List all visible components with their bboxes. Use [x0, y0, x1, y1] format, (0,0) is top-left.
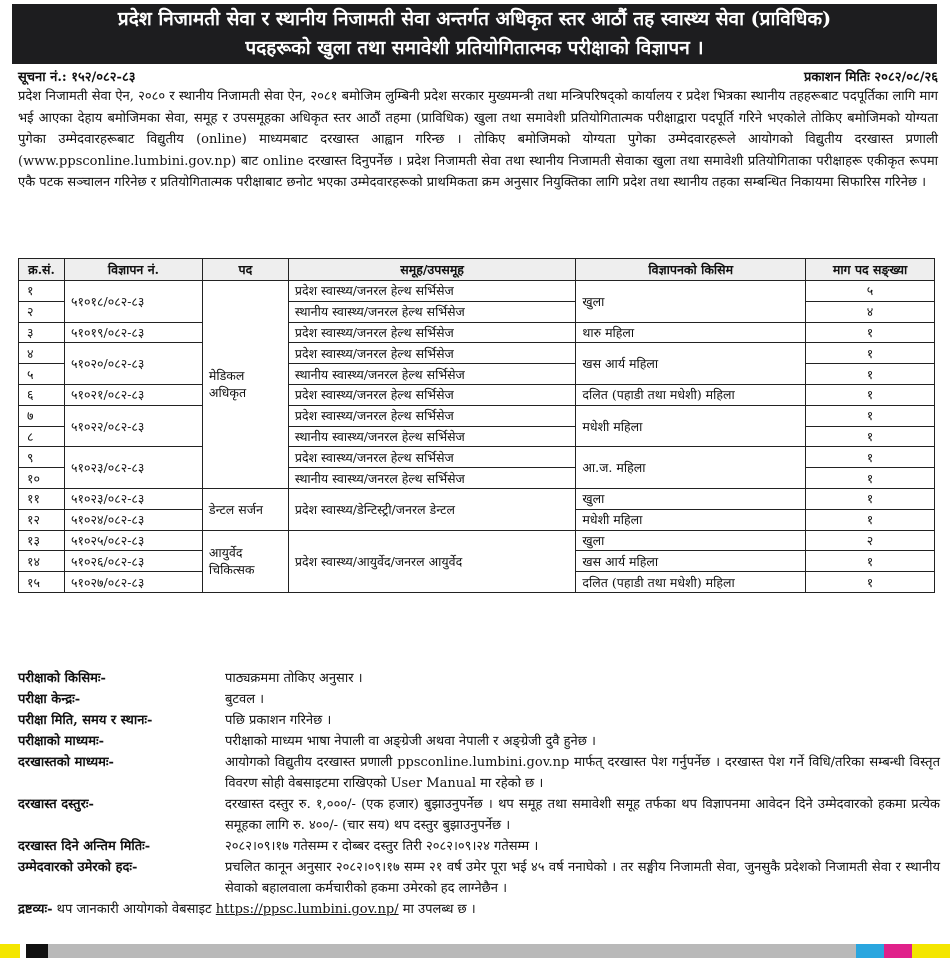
count-cell: १: [806, 426, 935, 447]
group-cell: स्थानीय स्वास्थ्य/जनरल हेल्थ सर्भिसेज: [288, 364, 576, 385]
bar-cyan-swatch: [856, 944, 884, 958]
publish-date-label: प्रकाशन मितिः: [804, 70, 870, 85]
detail-row: [18, 731, 940, 752]
detail-row: [18, 857, 940, 899]
detail-value: दरखास्त दस्तुर रु. १,०००/- (एक हजार) बुझाउनुपर्नेछ । थप समूह तथा समावेशी समूह तर्फका थप विज्ञापनमा आवेदन दिने उम्मेदवारको हकमा प्रत्येक समूहका लागि रु. ४००/- (चार सय) थप दस्तुर बुझाउनुपर्नेछ ।: [225, 797, 940, 833]
detail-label: दरखास्तको माध्यमः-: [18, 755, 114, 770]
count-cell: १: [806, 343, 935, 364]
ad-no-cell: ५१०२१/०८२-८३: [64, 384, 202, 405]
count-cell: १: [806, 384, 935, 405]
publish-date: २०८२/०८/२६: [874, 70, 938, 85]
notice-label: सूचना नं.:: [18, 70, 67, 85]
title-line-2: पदहरूको खुला तथा समावेशी प्रतियोगितात्मक परीक्षाको विज्ञापन ।: [245, 37, 704, 59]
detail-row: [18, 794, 940, 836]
ad-no-cell: ५१०१९/०८२-८३: [64, 322, 202, 343]
post-cell: मेडिकल अधिकृत: [202, 281, 288, 489]
serial-cell: १०: [19, 468, 65, 489]
detail-value: पाठ्यक्रममा तोकिए अनुसार ।: [225, 671, 363, 686]
intro-paragraph: प्रदेश निजामती सेवा ऐन, २०८० र स्थानीय निजामती सेवा ऐन, २०८१ बमोजिम लुम्बिनी प्रदेश सरकार मुख्यमन्त्री तथा मन्त्रिपरिषद्को कार्यालय र प्रदेश भित्रका स्थानीय तहहरूबाट पदपूर्तिका लागि माग भई आएका देहाय बमोजिमका सेवा, समूह र उपसमूहका अधिकृत स्तर आठौं तहमा (प्राविधिक) खुला तथा समावेशी प्रतियोगितात्मक परीक्षाद्वारा पदपूर्ति गरिने भएकोले तोकिए बमोजिमको योग्यता पुगेका उम्मेदवारहरूबाट विद्युतीय (online) माध्यमबाट दरखास्त आह्वान गरिन्छ । तोकिए बमोजिमको योग्यता पुगेका उम्मेदवारहरूले आयोगको विद्युतीय दरखास्त प्रणाली (www.ppsconline.lumbini.gov.np) बाट online दरखास्त दिनुपर्नेछ । प्रदेश निजामती सेवा तथा स्थानीय निजामती सेवाका खुला तथा समावेशी प्रतियोगिताका परीक्षाहरू एकीकृत रूपमा एकै पटक सञ्चालन गरिनेछ र प्रतियोगितात्मक परीक्षाबाट छनोट भएका उम्मेदवारहरूको प्राथमिकता क्रम अनुसार नियुक्तिका लागि प्रदेश तथा स्थानीय तहका सम्बन्धित निकायमा सिफारिस गरिनेछ ।: [18, 89, 938, 191]
count-cell: १: [806, 405, 935, 426]
ad-type-cell: खस आर्य महिला: [576, 551, 806, 572]
detail-value: बुटवल ।: [225, 692, 265, 707]
group-cell: स्थानीय स्वास्थ्य/जनरल हेल्थ सर्भिसेज: [288, 426, 576, 447]
header-ad-no: विज्ञापन नं.: [64, 259, 202, 281]
post-cell: डेन्टल सर्जन: [202, 488, 288, 530]
notice-number: १५२/०८२-८३: [71, 70, 136, 85]
post-cell: आयुर्वेद चिकित्सक: [202, 530, 288, 592]
serial-cell: ९: [19, 447, 65, 468]
detail-row: [18, 689, 940, 710]
ad-no-cell: ५१०२०/०८२-८३: [64, 343, 202, 385]
footer-note: [18, 899, 940, 920]
serial-cell: ३: [19, 322, 65, 343]
exam-details: [18, 668, 940, 920]
group-cell: प्रदेश स्वास्थ्य/जनरल हेल्थ सर्भिसेज: [288, 447, 576, 468]
header-serial: क्र.सं.: [19, 259, 65, 281]
table-row: [19, 281, 935, 302]
detail-value: प्रचलित कानून अनुसार २०८२।०९।१७ सम्म २१ वर्ष उमेर पूरा भई ४५ वर्ष ननाघेको । तर सङ्घीय निजामती सेवा, जुनसुकै प्रदेशको निजामती सेवा र स्थानीय सेवाको बहालवाला कर्मचारीको हकमा उमेरको हद लाग्नेछैन ।: [225, 860, 940, 896]
ad-type-cell: मधेशी महिला: [576, 405, 806, 447]
serial-cell: ४: [19, 343, 65, 364]
header-count: माग पद सङ्ख्या: [806, 259, 935, 281]
ad-type-cell: खुला: [576, 530, 806, 551]
ad-no-cell: ५१०२७/०८२-८३: [64, 572, 202, 593]
header-group: समूह/उपसमूह: [288, 259, 576, 281]
serial-cell: १२: [19, 509, 65, 530]
group-cell: प्रदेश स्वास्थ्य/डेन्टिस्ट्री/जनरल डेन्टल: [288, 488, 576, 530]
ad-no-cell: ५१०२३/०८२-८३: [64, 488, 202, 509]
serial-cell: ६: [19, 384, 65, 405]
count-cell: १: [806, 447, 935, 468]
ad-type-cell: दलित (पहाडी तथा मधेशी) महिला: [576, 384, 806, 405]
notice-meta: [18, 67, 938, 85]
detail-row: [18, 668, 940, 689]
ad-type-cell: मधेशी महिला: [576, 509, 806, 530]
table-header-row: [19, 259, 935, 281]
table-row: [19, 322, 935, 343]
detail-label: दरखास्त दिने अन्तिम मितिः-: [18, 839, 151, 854]
group-cell: प्रदेश स्वास्थ्य/आयुर्वेद/जनरल आयुर्वेद: [288, 530, 576, 592]
ad-no-cell: ५१०२६/०८२-८३: [64, 551, 202, 572]
detail-label: परीक्षा केन्द्रः-: [18, 692, 81, 707]
count-cell: १: [806, 572, 935, 593]
group-cell: स्थानीय स्वास्थ्य/जनरल हेल्थ सर्भिसेज: [288, 301, 576, 322]
header-ad-type: विज्ञापनको किसिम: [576, 259, 806, 281]
count-cell: १: [806, 322, 935, 343]
vacancy-table: [18, 258, 935, 593]
count-cell: १: [806, 551, 935, 572]
table-row: [19, 488, 935, 509]
ad-no-cell: ५१०२३/०८२-८३: [64, 447, 202, 489]
serial-cell: २: [19, 301, 65, 322]
table-row: [19, 343, 935, 364]
serial-cell: १४: [19, 551, 65, 572]
group-cell: प्रदेश स्वास्थ्य/जनरल हेल्थ सर्भिसेज: [288, 405, 576, 426]
group-cell: स्थानीय स्वास्थ्य/जनरल हेल्थ सर्भिसेज: [288, 468, 576, 489]
count-cell: ४: [806, 301, 935, 322]
footer-suffix: मा उपलब्ध छ ।: [402, 902, 476, 917]
detail-label: परीक्षाको माध्यमः-: [18, 734, 104, 749]
count-cell: ५: [806, 281, 935, 302]
detail-value: २०८२।०९।१७ गतेसम्म र दोब्बर दस्तुर तिरी २०८२।०९।२४ गतेसम्म ।: [225, 839, 539, 854]
table-row: [19, 530, 935, 551]
serial-cell: १: [19, 281, 65, 302]
ad-type-cell: खस आर्य महिला: [576, 343, 806, 385]
count-cell: १: [806, 509, 935, 530]
serial-cell: ११: [19, 488, 65, 509]
count-cell: १: [806, 488, 935, 509]
table-row: [19, 405, 935, 426]
bar-magenta-swatch: [884, 944, 912, 958]
color-bar: [0, 944, 950, 958]
detail-value: पछि प्रकाशन गरिनेछ ।: [225, 713, 332, 728]
title-line-1: प्रदेश निजामती सेवा र स्थानीय निजामती सेवा अन्तर्गत अधिकृत स्तर आठौं तह स्वास्थ्य सेवा (प्राविधिक): [117, 8, 832, 30]
ad-type-cell: आ.ज. महिला: [576, 447, 806, 489]
group-cell: प्रदेश स्वास्थ्य/जनरल हेल्थ सर्भिसेज: [288, 322, 576, 343]
serial-cell: १३: [19, 530, 65, 551]
serial-cell: ५: [19, 364, 65, 385]
serial-cell: ८: [19, 426, 65, 447]
detail-label: उम्मेदवारको उमेरको हदः-: [18, 860, 138, 875]
bar-gray: [48, 944, 856, 958]
ad-type-cell: खुला: [576, 488, 806, 509]
ad-type-cell: दलित (पहाडी तथा मधेशी) महिला: [576, 572, 806, 593]
detail-row: [18, 836, 940, 857]
bar-yellow-swatch: [0, 944, 20, 958]
group-cell: प्रदेश स्वास्थ्य/जनरल हेल्थ सर्भिसेज: [288, 281, 576, 302]
ad-no-cell: ५१०२२/०८२-८३: [64, 405, 202, 447]
detail-label: परीक्षा मिति, समय र स्थानः-: [18, 713, 153, 728]
notice-title: [12, 4, 937, 64]
publish-date-block: [804, 67, 938, 85]
count-cell: २: [806, 530, 935, 551]
ad-no-cell: ५१०२४/०८२-८३: [64, 509, 202, 530]
footer-label: द्रष्टव्यः-: [18, 902, 53, 917]
detail-row: [18, 710, 940, 731]
bar-yellow-swatch-end: [912, 944, 950, 958]
group-cell: प्रदेश स्वास्थ्य/जनरल हेल्थ सर्भिसेज: [288, 343, 576, 364]
table-row: [19, 447, 935, 468]
serial-cell: १५: [19, 572, 65, 593]
ad-type-cell: थारु महिला: [576, 322, 806, 343]
detail-label: दरखास्त दस्तुरः-: [18, 797, 94, 812]
header-post: पद: [202, 259, 288, 281]
detail-value: परीक्षाको माध्यम भाषा नेपाली वा अङ्ग्रेजी अथवा नेपाली र अङ्ग्रेजी दुवै हुनेछ ।: [225, 734, 596, 749]
website-link[interactable]: https://ppsc.lumbini.gov.np/: [215, 902, 399, 917]
ad-no-cell: ५१०१८/०८२-८३: [64, 281, 202, 323]
table-row: [19, 384, 935, 405]
group-cell: प्रदेश स्वास्थ्य/जनरल हेल्थ सर्भिसेज: [288, 384, 576, 405]
detail-row: [18, 752, 940, 794]
ad-type-cell: खुला: [576, 281, 806, 323]
count-cell: १: [806, 364, 935, 385]
footer-text: थप जानकारी आयोगको वेबसाइट: [56, 902, 212, 917]
count-cell: १: [806, 468, 935, 489]
ad-no-cell: ५१०२५/०८२-८३: [64, 530, 202, 551]
serial-cell: ७: [19, 405, 65, 426]
detail-label: परीक्षाको किसिमः-: [18, 671, 106, 686]
detail-value: आयोगको विद्युतीय दरखास्त प्रणाली ppsconline.lumbini.gov.np मार्फत् दरखास्त पेश गर्नुपर्नेछ । दरखास्त पेश गर्ने विधि/तरिका सम्बन्धी विस्तृत विवरण सोही वेबसाइटमा राखिएको User Manual मा रहेको छ ।: [225, 755, 940, 791]
bar-black-swatch: [26, 944, 48, 958]
